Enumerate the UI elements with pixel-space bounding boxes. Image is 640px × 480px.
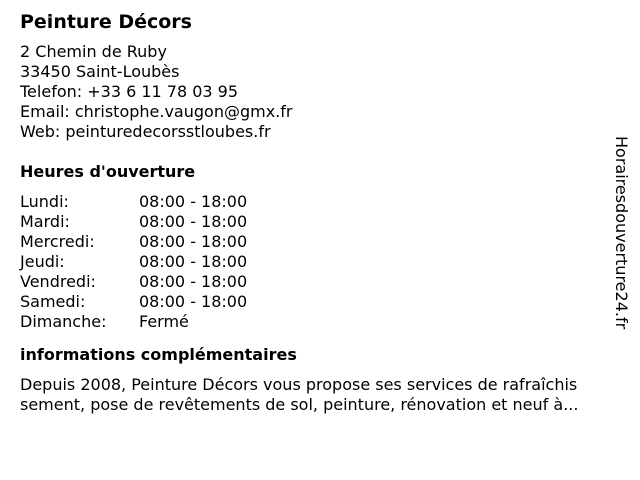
opening-hours-table	[20, 192, 620, 332]
time-value: Fermé	[139, 312, 189, 331]
additional-info-heading: informations complémentaires	[20, 345, 297, 364]
hours-row-thursday	[20, 252, 620, 272]
hours-row-tuesday	[20, 212, 620, 232]
time-value: 08:00 - 18:00	[139, 232, 248, 251]
day-label: Jeudi:	[20, 252, 65, 271]
day-label: Mercredi:	[20, 232, 95, 251]
watermark-text: Horairesdouverture24.fr	[612, 136, 631, 330]
day-label: Vendredi:	[20, 272, 96, 291]
time-value: 08:00 - 18:00	[139, 212, 248, 231]
address-city: 33450 Saint-Loubès	[20, 62, 180, 81]
day-label: Lundi:	[20, 192, 69, 211]
hours-row-saturday	[20, 292, 620, 312]
phone-text: Telefon: +33 6 11 78 03 95	[20, 82, 239, 101]
time-value: 08:00 - 18:00	[139, 252, 248, 271]
address-street: 2 Chemin de Ruby	[20, 42, 167, 61]
email-text: Email: christophe.vaugon@gmx.fr	[20, 102, 293, 121]
hours-row-wednesday	[20, 232, 620, 252]
time-value: 08:00 - 18:00	[139, 272, 248, 291]
hours-row-monday	[20, 192, 620, 212]
day-label: Dimanche:	[20, 312, 107, 331]
day-label: Samedi:	[20, 292, 86, 311]
info-line-2: sement, pose de revêtements de sol, peinture, rénovation et neuf à...	[20, 395, 579, 414]
contact-block	[20, 42, 620, 142]
hours-row-friday	[20, 272, 620, 292]
website-text: Web: peinturedecorsstloubes.fr	[20, 122, 271, 141]
info-line-1: Depuis 2008, Peinture Décors vous propose ses services de rafraîchis	[20, 375, 578, 394]
business-card	[20, 10, 620, 415]
opening-hours-heading: Heures d'ouverture	[20, 162, 196, 181]
additional-info-text	[20, 375, 620, 415]
hours-row-sunday	[20, 312, 620, 332]
time-value: 08:00 - 18:00	[139, 192, 248, 211]
time-value: 08:00 - 18:00	[139, 292, 248, 311]
business-name: Peinture Décors	[20, 11, 192, 33]
day-label: Mardi:	[20, 212, 70, 231]
